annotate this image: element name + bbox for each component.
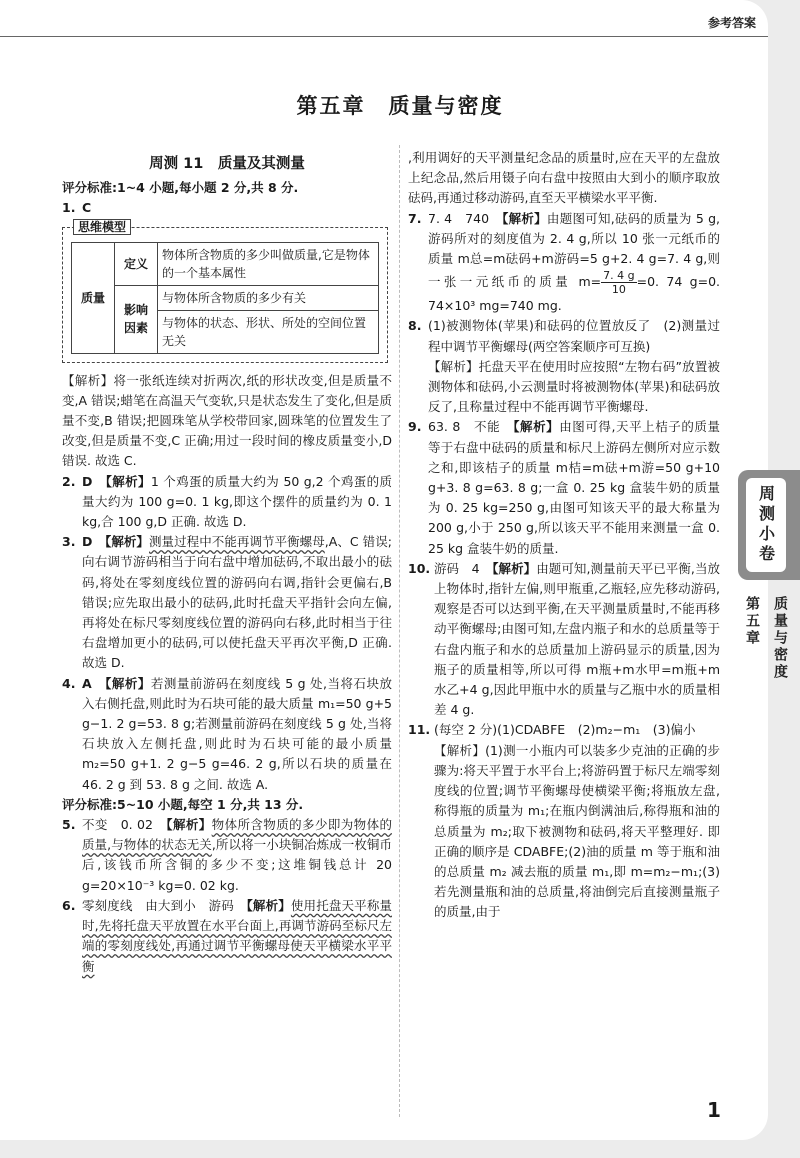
question-number: 11. bbox=[408, 722, 431, 738]
question-2 bbox=[62, 472, 392, 533]
question-number: 3. bbox=[62, 534, 76, 550]
thinking-model-title: 思维模型 bbox=[73, 219, 131, 235]
analysis-tag: 【解析】 bbox=[166, 817, 212, 833]
question-3 bbox=[62, 532, 392, 673]
analysis: ,所以将一小块铜冶炼成一枚铜币后,该钱币所含铜的多少不变;这堆铜钱总计 20 g=20×10⁻³ kg=0. 02 kg. bbox=[82, 837, 392, 893]
answer: 不变 0. 02 bbox=[82, 817, 153, 833]
section-title: 周测 11 质量及其测量 bbox=[149, 156, 305, 172]
analysis-tag: 【解析】 bbox=[502, 210, 547, 226]
header-label: 参考答案 bbox=[707, 16, 756, 30]
model-row-label: 影响因素 bbox=[115, 285, 158, 353]
header-rule bbox=[0, 36, 768, 37]
column-divider bbox=[399, 145, 400, 1117]
question-7 bbox=[408, 209, 720, 317]
model-row-label: 定义 bbox=[115, 242, 158, 285]
question-10 bbox=[408, 559, 720, 721]
answer: C bbox=[82, 200, 92, 216]
analysis-tag: 【解析】 bbox=[105, 675, 151, 691]
question-8 bbox=[408, 316, 720, 417]
question-number: 2. bbox=[62, 473, 76, 489]
answer: 7. 4 740 bbox=[428, 210, 490, 226]
left-column bbox=[62, 148, 392, 977]
answer: 零刻度线 由大到小 游码 bbox=[82, 897, 234, 913]
chapter-title: 第五章 质量与密度 bbox=[296, 94, 504, 118]
model-row-text: 与物体所含物质的多少有关 bbox=[158, 285, 379, 310]
analysis: 由题图可知,砝码的质量为 5 g,游码所对的刻度值为 2. 4 g,所以 10 张一元纸币的质量 m总=m砝码+m游码=5 g+2. 4 g=7. 4 g,则一张一元纸币的质量 m= bbox=[428, 210, 720, 290]
question-number: 10. bbox=[408, 560, 431, 576]
side-tab-label: 周测小卷 bbox=[746, 478, 786, 572]
question-number: 1. bbox=[62, 200, 76, 216]
question-number: 4. bbox=[62, 675, 76, 691]
question-9 bbox=[408, 417, 720, 558]
scoring-standard-2: 评分标准:5~10 小题,每空 1 分,共 13 分. bbox=[62, 796, 304, 812]
side-chapter-label: 第五章 bbox=[744, 596, 760, 647]
analysis: 由图可得,天平上桔子的质量等于右盘中砝码的质量和标尺上游码左侧所对应示数之和,即该桔子的质量 m桔=m砝+m游=50 g+10 g+3. 8 g=63. 8 g;一盒 0. 25 kg 盒装牛奶的质量为 0. 25 kg=250 g,由图可知该天平的最大称量为 200 g,小于 250 g,所以该天平不能用来测量一盒 0. 25 kg 盒装牛奶的质量. bbox=[428, 419, 720, 556]
analysis: 1 个鸡蛋的质量大约为 50 g,2 个鸡蛋的质量大约为 100 g=0. 1 kg,即这个摆件的质量约为 0. 1 kg,合 100 g,D 正确. 故选 D. bbox=[82, 473, 392, 530]
question-4 bbox=[62, 674, 392, 795]
page-number: 1 bbox=[707, 1098, 721, 1122]
question-1 bbox=[62, 198, 392, 218]
analysis: 【解析】(1)测一小瓶内可以装多少克油的正确的步骤为:将天平置于水平台上;将游码置于标尺左端零刻度线的位置;调节平衡螺母使横梁平衡;将瓶放左盘,称得瓶的质量为 m₁;在瓶内倒满油后,称得瓶和油的总质量为 m₂;取下被测物和砝码,将天平整理好. 即正确的顺序是 CDABFE;(2)油的质量 m 等于瓶和油的总质量 m₂ 减去瓶的质量 m₁,即 m=m₂−m₁;(3)若先测量瓶和油的总质量,将油倒完后直接测量瓶子的质量,由于 bbox=[434, 742, 720, 920]
analysis-tag: 【解析】 bbox=[513, 419, 560, 435]
question-6 bbox=[62, 896, 392, 977]
key-point-underline: 使用托盘天平称量时,先将托盘天平放置在水平台面上,再调节游码至标尺左端的零刻度线处,再通过调节平衡螺母使天平横梁水平平衡 bbox=[82, 897, 392, 974]
question-number: 5. bbox=[62, 817, 76, 833]
key-point-underline: 物体所含物质的多少即为物体的质量,与物体的状态无关 bbox=[82, 817, 392, 853]
q6-analysis-continued: ,利用调好的天平测量纪念品的质量时,应在天平的左盘放上纪念品,然后用镊子向右盘中按照由大到小的顺序取放砝码,再通过移动游码,直至天平横梁水平平衡. bbox=[408, 150, 720, 206]
analysis: 【解析】托盘天平在使用时应按照“左物右码”放置被测物体和砝码,小云测量时将被测物体(苹果)和砝码放反了,且称量过程中不能再调节平衡螺母. bbox=[428, 358, 720, 415]
analysis-tag: 【解析】 bbox=[105, 473, 151, 489]
answer: A bbox=[82, 675, 92, 691]
right-column bbox=[408, 148, 720, 923]
thinking-model-box bbox=[62, 219, 388, 363]
answer: D bbox=[82, 534, 93, 550]
question-5 bbox=[62, 815, 392, 896]
question-number: 6. bbox=[62, 897, 76, 913]
analysis: =0. 74 g=0. 74×10³ mg=740 mg. bbox=[428, 274, 720, 314]
question-number: 8. bbox=[408, 318, 422, 334]
fraction-numerator: 7. 4 g bbox=[603, 269, 635, 283]
q1-analysis: 【解析】将一张纸连续对折两次,纸的形状改变,但是质量不变,A 错误;蜡笔在高温天气变软,只是状态发生了变化,但是质量不变,B 错误;把圆珠笔从学校带回家,圆珠笔的位置发生了改变,但是质量不变,C 正确;用过一段时间的橡皮质量变小,D 错误. 故选 C. bbox=[62, 372, 392, 469]
analysis-tag: 【解析】 bbox=[105, 534, 149, 550]
side-topic-label: 质量与密度 bbox=[772, 596, 788, 681]
answer: 游码 4 bbox=[434, 560, 480, 576]
analysis: 若测量前游码在刻度线 5 g 处,当将石块放入右侧托盘,则此时为石块可能的最大质量 m₁=50 g+5 g−1. 2 g=53. 8 g;若测量前游码在刻度线 5 g 处,当将石块放入左侧托盘,则此时为石块可能的最小质量 m₂=50 g+1. 2 g−5 g=46. 2 g,所以石块的质量在 46. 2 g 到 53. 8 g 之间. 故选 A. bbox=[82, 675, 392, 792]
analysis-tag: 【解析】 bbox=[246, 897, 291, 913]
side-tab bbox=[738, 470, 800, 580]
answer: (每空 2 分)(1)CDABFE (2)m₂−m₁ (3)偏小 bbox=[434, 722, 696, 738]
analysis: ,A、C 错误;向右调节游码相当于向右盘中增加砝码,不取出最小的砝码,将处在零刻度线位置的游码向右调,指针会更偏右,B 错误;应先取出最小的砝码,此时托盘天平指针会向左偏,再将处在标尺零刻度线位置的游码向右移,此时相当于往右盘增加更小的砝码,可以使托盘天平再次平衡,D 正确. 故选 D. bbox=[82, 534, 392, 671]
model-row-text: 物体所含物质的多少叫做质量,它是物体的一个基本属性 bbox=[158, 242, 379, 285]
question-number: 9. bbox=[408, 419, 422, 435]
model-row-text: 与物体的状态、形状、所处的空间位置无关 bbox=[158, 310, 379, 353]
answer: 63. 8 不能 bbox=[428, 419, 501, 435]
answer: (1)被测物体(苹果)和砝码的位置放反了 (2)测量过程中调节平衡螺母(两空答案顺序可互换) bbox=[428, 318, 720, 354]
analysis: 由题可知,测量前天平已平衡,当放上物体时,指针左偏,则甲瓶重,乙瓶轻,应先移动游码,观察是否可以达到平衡,在天平测量质量时,不能再移动平衡螺母;由图可知,左盘内瓶子和水的总质量等于右盘内瓶子和水的总质量加上游码显示的质量,因为瓶子的质量相等,所以可得 m瓶+m水甲=m瓶+m水乙+4 g,因此甲瓶中水的质量与乙瓶中水的质量相差 4 g. bbox=[434, 560, 721, 718]
fraction-denominator: 10 bbox=[611, 283, 626, 297]
model-term: 质量 bbox=[72, 242, 115, 353]
key-point-underline: 测量过程中不能再调节平衡螺母 bbox=[149, 534, 325, 550]
question-number: 7. bbox=[408, 210, 422, 226]
question-11 bbox=[408, 720, 720, 922]
thinking-model-table bbox=[71, 242, 379, 354]
answer: D bbox=[82, 473, 93, 489]
scoring-standard-1: 评分标准:1~4 小题,每小题 2 分,共 8 分. bbox=[62, 180, 299, 196]
analysis-tag: 【解析】 bbox=[492, 560, 537, 576]
fraction bbox=[601, 269, 636, 296]
